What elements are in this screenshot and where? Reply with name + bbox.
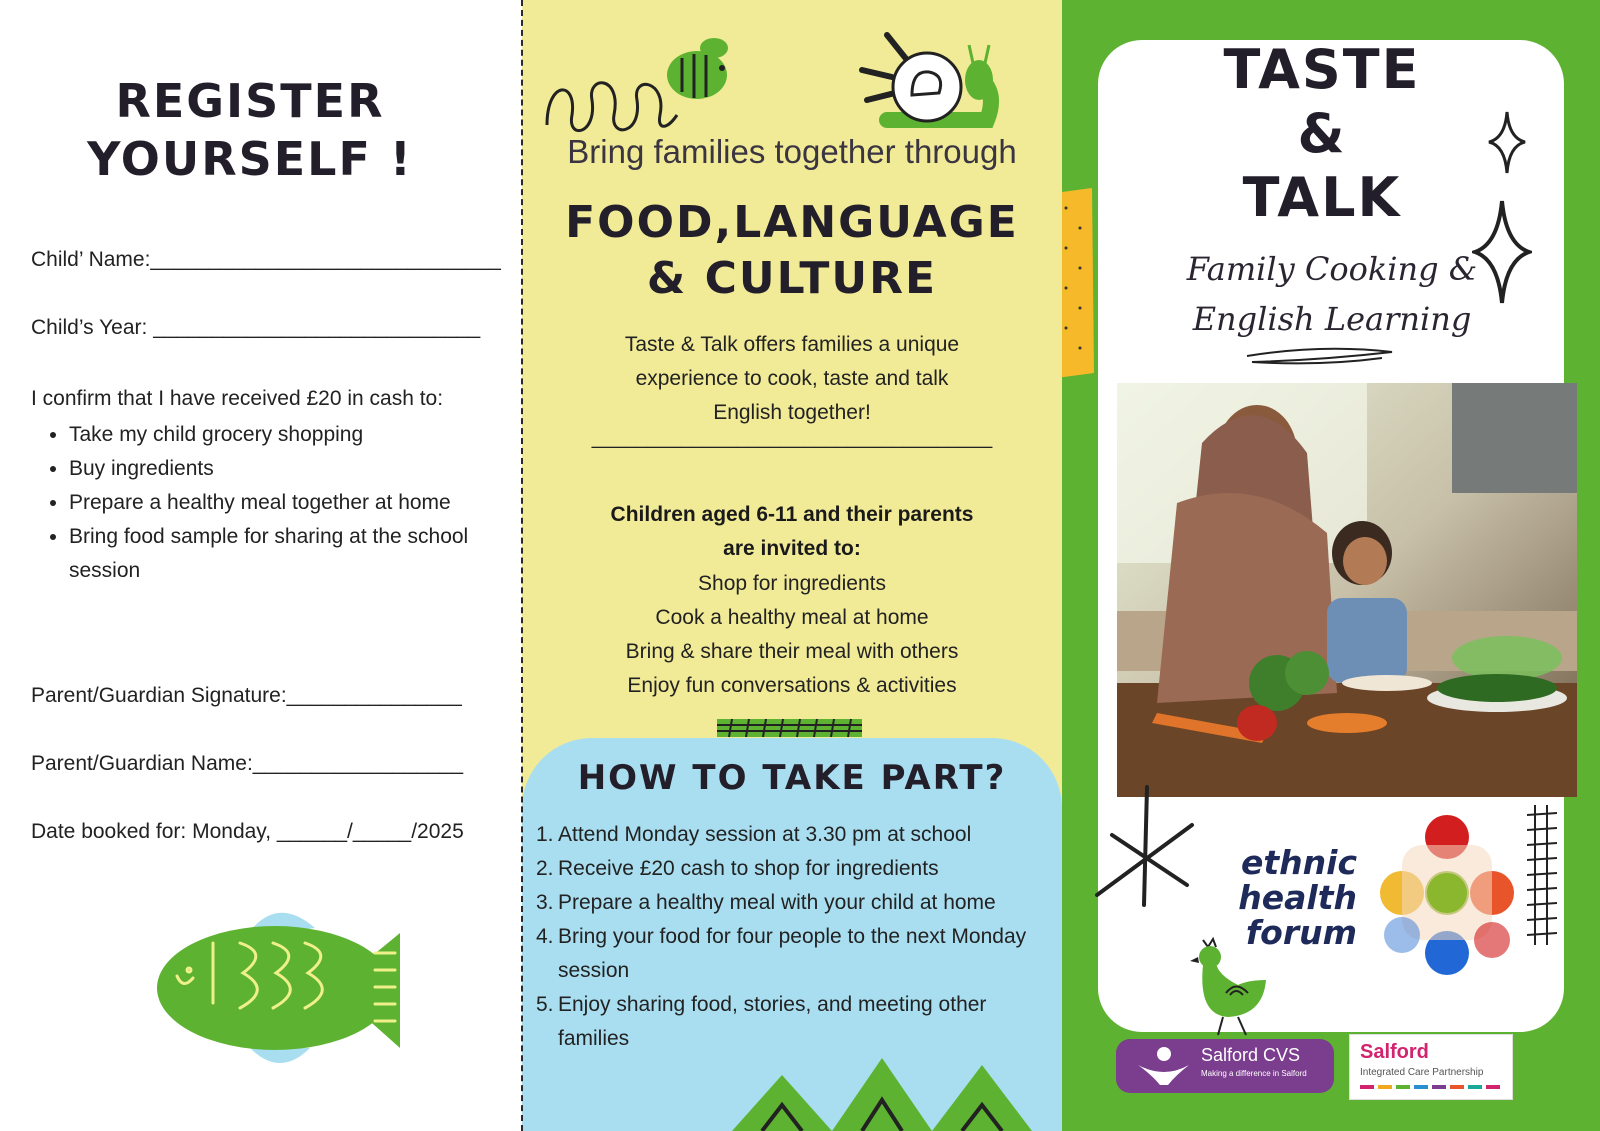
- main-heading: [522, 195, 1062, 307]
- step-number: 2.: [536, 857, 554, 880]
- list-item: Bring & share their meal with others: [625, 640, 959, 663]
- salford-icp-logo: [1349, 1034, 1513, 1100]
- fold-divider: [521, 0, 523, 1131]
- brand-title-line3: TALK: [1242, 166, 1402, 229]
- grid-tape-icon: [717, 716, 862, 740]
- intro-text: [562, 328, 1022, 430]
- registration-panel: [0, 0, 522, 1131]
- list-item: • Take my child grocery shopping: [69, 418, 509, 452]
- bee-icon: [662, 30, 742, 105]
- brand-title-line1: TASTE: [1223, 38, 1421, 101]
- register-title-line1: REGISTER: [115, 74, 385, 128]
- main-heading-line1: FOOD,LANGUAGE: [565, 197, 1019, 248]
- parent-name-field[interactable]: Parent/Guardian Name:__________________: [31, 752, 464, 775]
- cover-panel: [1062, 0, 1600, 1131]
- ehf-logo-icon: [1332, 815, 1522, 980]
- invite-line: are invited to:: [723, 537, 861, 560]
- register-title: [0, 72, 500, 188]
- step-text: Receive £20 cash to shop for ingredients: [558, 857, 939, 880]
- list-item: Enjoy fun conversations & activities: [627, 674, 957, 697]
- step-number: 5.: [536, 993, 554, 1016]
- intro-line: experience to cook, taste and talk: [635, 367, 949, 390]
- signature-field[interactable]: Parent/Guardian Signature:_______________: [31, 684, 462, 707]
- invite-heading: [562, 498, 1022, 566]
- tagline: Bring families together through: [567, 133, 1017, 170]
- bird-icon: [1188, 935, 1268, 1040]
- info-panel: [522, 0, 1062, 1131]
- cooking-photo: [1117, 383, 1577, 797]
- step-text: Attend Monday session at 3.30 pm at school: [558, 823, 972, 846]
- confirm-statement: I confirm that I have received £20 in cash to:: [31, 387, 444, 410]
- confirm-list: [31, 418, 509, 588]
- icp-tagline: Integrated Care Partnership: [1360, 1067, 1484, 1078]
- step-text: Prepare a healthy meal with your child at home: [558, 891, 996, 914]
- mountains-icon: [732, 1050, 1052, 1131]
- brand-subtitle: [1182, 244, 1482, 344]
- icp-name: Salford: [1360, 1041, 1429, 1063]
- step-text: Enjoy sharing food, stories, and meeting other families: [558, 993, 987, 1050]
- step-number: 1.: [536, 823, 554, 846]
- intro-line: Taste & Talk offers families a unique: [624, 333, 960, 356]
- main-heading-line2: & CULTURE: [646, 253, 938, 304]
- icp-stripe-icon: [1360, 1085, 1500, 1089]
- salford-cvs-logo: [1116, 1039, 1334, 1093]
- step-text: Bring your food for four people to the next Monday session: [558, 925, 1027, 982]
- ehf-line: forum: [1245, 913, 1357, 952]
- list-item: [536, 852, 1056, 886]
- list-item: • Prepare a healthy meal together at home: [69, 486, 509, 520]
- asterisk-doodle-icon: [1092, 785, 1202, 910]
- person-icon: [1136, 1045, 1191, 1087]
- list-item: [536, 988, 1056, 1056]
- underline-divider: ____________________________________: [591, 427, 993, 449]
- intro-line: English together!: [713, 401, 871, 424]
- fish-icon: [155, 898, 405, 1078]
- activities-list: [542, 567, 1042, 703]
- underline-scribble-icon: [1242, 344, 1402, 368]
- subtitle-line: Family Cooking &: [1186, 250, 1478, 288]
- squiggle-icon: [542, 70, 682, 140]
- list-item: [536, 818, 1056, 852]
- list-item: Shop for ingredients: [698, 572, 886, 595]
- list-item: • Bring food sample for sharing at the school session: [69, 520, 509, 588]
- list-item: • Buy ingredients: [69, 452, 509, 486]
- step-number: 3.: [536, 891, 554, 914]
- list-item: [536, 886, 1056, 920]
- step-number: 4.: [536, 925, 554, 948]
- sparkle-icon: [1472, 198, 1532, 306]
- ethnic-health-forum-logo: [1237, 815, 1517, 980]
- sparkle-icon: [1487, 110, 1527, 175]
- child-year-field[interactable]: Child’s Year: ____________________________: [31, 316, 481, 339]
- grid-tape-icon: [1527, 805, 1557, 945]
- how-to-heading: HOW TO TAKE PART?: [577, 758, 1007, 798]
- ehf-line: ethnic: [1240, 843, 1357, 882]
- cvs-name: Salford CVS: [1201, 1045, 1301, 1065]
- subtitle-line: English Learning: [1192, 300, 1472, 338]
- date-booked-field[interactable]: Date booked for: Monday, ______/_____/2025: [31, 820, 464, 843]
- brand-title-line2: &: [1297, 102, 1347, 165]
- invite-line: Children aged 6-11 and their parents: [610, 503, 974, 526]
- cvs-tagline: Making a difference in Salford: [1201, 1069, 1307, 1078]
- steps-list: [536, 818, 1056, 1056]
- brand-title: [1202, 38, 1442, 230]
- list-item: [536, 920, 1056, 988]
- ehf-line: health: [1238, 878, 1357, 917]
- child-name-field[interactable]: Child’ Name:______________________________: [31, 248, 501, 271]
- tape-icon: [1062, 188, 1097, 378]
- register-title-line2: YOURSELF !: [87, 132, 413, 186]
- snail-icon: [857, 25, 1007, 135]
- list-item: Cook a healthy meal at home: [655, 606, 929, 629]
